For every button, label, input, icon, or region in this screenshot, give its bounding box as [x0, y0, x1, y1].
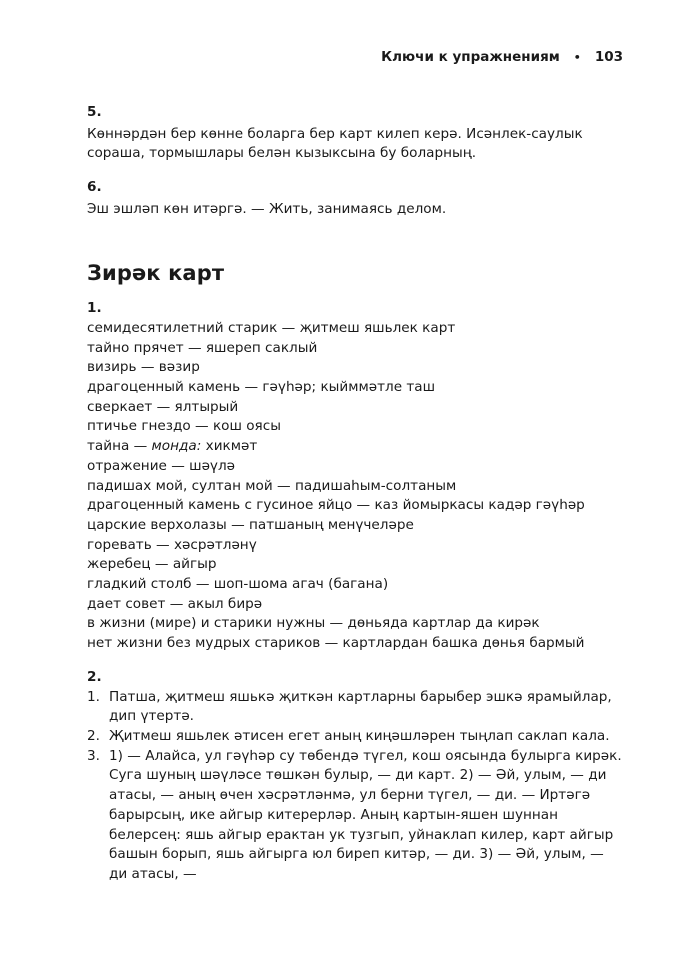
- vocab-item: птичье гнездо — кош оясы: [87, 418, 281, 435]
- exercise-number: 1.: [87, 300, 102, 317]
- vocab-item: дает совет — акыл бирә: [87, 595, 263, 612]
- answer-item: [87, 688, 623, 727]
- exercise-number: 6.: [87, 179, 102, 196]
- answer-index: 3.: [87, 747, 100, 764]
- vocab-item: нет жизни без мудрых стариков — картлардан башка дөнья бармый: [87, 635, 585, 652]
- answer-text: Җитмеш яшьлек әтисен егет аның киңәшләрен тыңлап саклап кала.: [109, 727, 610, 744]
- section-title: Зирәк карт: [87, 260, 225, 285]
- page-number: 103: [594, 49, 623, 65]
- exercise-5: [87, 103, 623, 164]
- answer-index: 2.: [87, 727, 100, 744]
- vocab-item: драгоценный камень — гәүһәр; кыйммәтле таш: [87, 379, 436, 396]
- page-content: [87, 103, 623, 899]
- vocab-item: тайно прячет — яшереп саклый: [87, 339, 318, 356]
- vocab-italic-note: монда:: [151, 438, 202, 455]
- vocab-suffix: хикмәт: [201, 438, 258, 455]
- answer-list: [87, 688, 623, 885]
- section-heading: Ключи к упражнениям: [381, 49, 560, 65]
- bullet-icon: •: [573, 50, 581, 64]
- vocab-item: в жизни (мире) и старики нужны — дөньяда картлар да кирәк: [87, 615, 540, 632]
- vocab-item: [87, 437, 623, 457]
- vocab-item: горевать — хәсрәтләнү: [87, 536, 257, 553]
- vocab-prefix: тайна —: [87, 438, 152, 455]
- exercise-text: Эш эшләп көн итәргә. — Жить, занимаясь делом.: [87, 200, 447, 217]
- answer-item: [87, 727, 623, 747]
- vocab-item: драгоценный камень с гусиное яйцо — каз йомыркасы кадәр гәүһәр: [87, 497, 585, 514]
- answer-index: 1.: [87, 688, 100, 705]
- vocab-item: отражение — шәүлә: [87, 457, 236, 474]
- vocab-item: визирь — вәзир: [87, 359, 200, 376]
- answer-text: Патша, җитмеш яшькә җиткән картларны барыбер эшкә ярамыйлар, дип үтертә.: [109, 688, 612, 725]
- running-header: [381, 49, 623, 65]
- vocab-item: жеребец — айгыр: [87, 556, 217, 573]
- answer-text: 1) — Алайса, ул гәүһәр су төбендә түгел, кош оясында булырга кирәк. Суга шуның шәүләсе төшкән булыр, — ди карт. 2) — Әй, улым, — ди атасы, — аның өчен хәсрәтләнмә, ул берни түгел, — ди. — Иртәгә барырсың, ике айгыр китерерләр. Аның картын-яшен шуннан белерсең: яшь айгыр ерактан ук тузгып, уйнаклап килер, карт айгыр башын борып, яшь айгырга юл биреп китәр, — ди. 3) — Әй, улым, — ди атасы, —: [109, 747, 622, 882]
- vocab-item: падишах мой, султан мой — падишаһым-солтаным: [87, 477, 457, 494]
- answer-item: [87, 747, 623, 885]
- vocab-item: гладкий столб — шоп-шома агач (багана): [87, 576, 389, 593]
- vocab-item: сверкает — ялтырый: [87, 398, 239, 415]
- exercise-2: [87, 668, 623, 885]
- exercise-number: 2.: [87, 668, 102, 685]
- exercise-6: [87, 178, 623, 219]
- exercise-1: [87, 299, 623, 654]
- vocab-item: семидесятилетний старик — җитмеш яшьлек карт: [87, 319, 456, 336]
- exercise-text: Көннәрдән бер көнне боларга бер карт килеп керә. Исәнлек-саулык сораша, тормышлары белән кызыксына бу боларның.: [87, 125, 583, 162]
- exercise-number: 5.: [87, 104, 102, 120]
- vocabulary-list: [87, 319, 623, 654]
- vocab-item: царские верхолазы — патшаның менүчеләре: [87, 516, 414, 533]
